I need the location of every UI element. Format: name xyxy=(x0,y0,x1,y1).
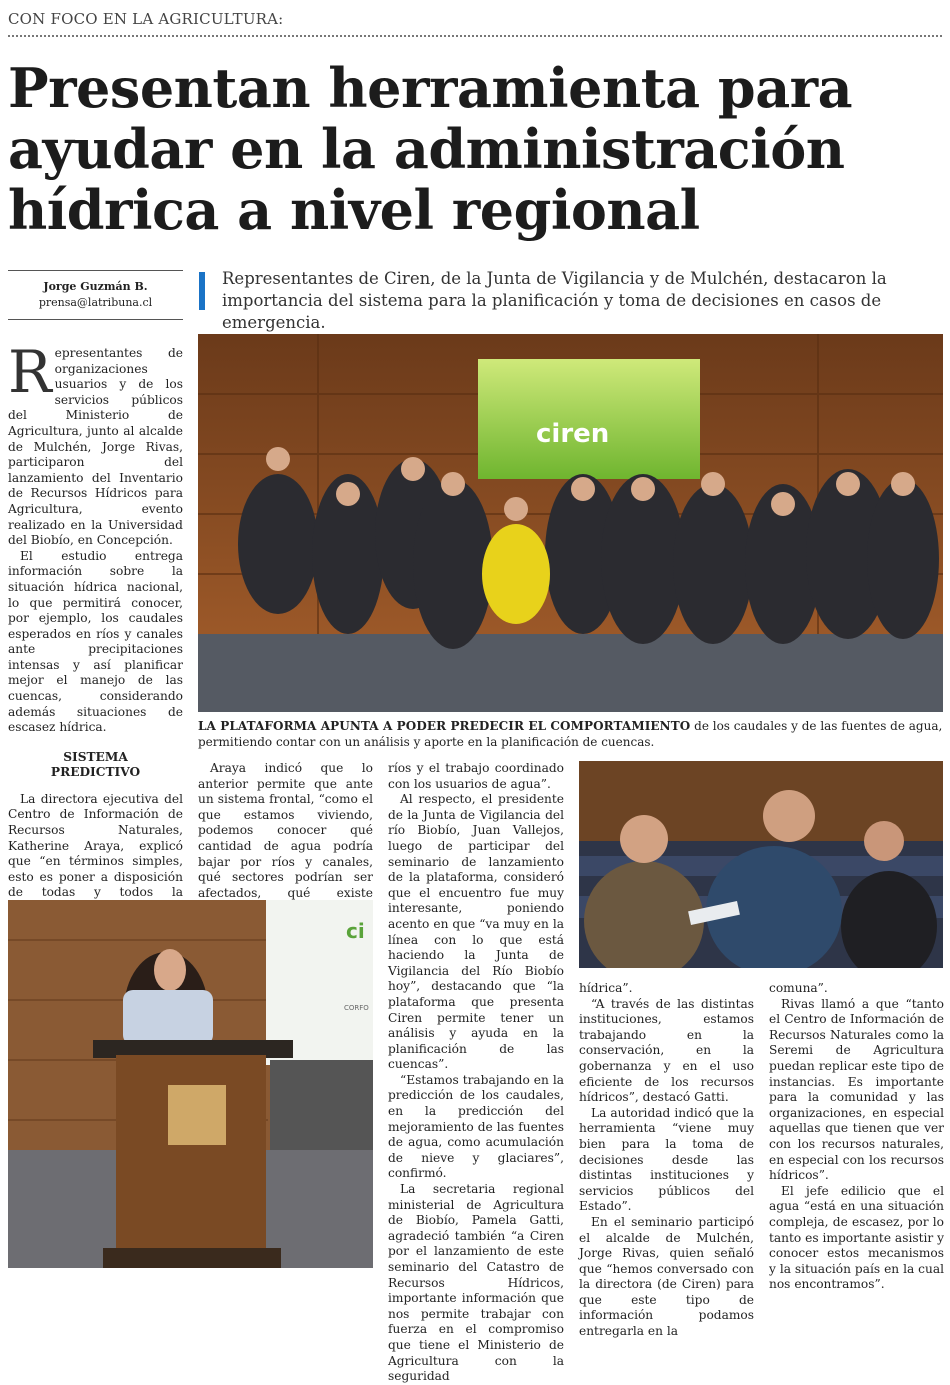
article-headline: Presentan herramienta para ayudar en la administración hídrica a nivel regional xyxy=(8,56,853,242)
speaker-photo-image xyxy=(8,900,373,1268)
author-name: Jorge Guzmán B. xyxy=(43,280,148,293)
speaker-photo xyxy=(8,900,373,1268)
kicker-divider xyxy=(8,35,942,37)
screen-subtitle: CORFO xyxy=(344,1004,369,1012)
byline xyxy=(8,270,183,320)
screen-logo: ciren xyxy=(536,419,610,449)
paragraph: En el seminario participó el alcalde de Mulchén, Jorge Rivas, quien señaló que “hemos conversado con la directora (de Ciren) para que este tipo de información podamos entregarla en la xyxy=(579,1214,754,1339)
screen-logo: ci xyxy=(346,919,365,943)
article-column-4 xyxy=(579,981,754,1340)
paragraph: Araya indicó que lo anterior permite que ante un sistema frontal, “como el que estamos viviendo, podemos conocer qué cantidad de agua podría bajar por ríos y canales, qué sectores podrían ser afectados, qué existe xyxy=(198,761,373,900)
paragraph: comuna”. xyxy=(769,981,828,995)
group-photo-image xyxy=(198,334,943,712)
paragraph: Representantes de organizaciones usuarios y de los servicios públicos del Ministerio de Agricultura, junto al alcalde de Mulchén, Jorge Rivas, participaron del lanzamiento del Inventario de Recursos Hídricos para Agricultura, evento realizado en la Universidad del Biobío, en Concepción. xyxy=(8,338,183,548)
main-photo-group xyxy=(198,334,943,712)
section-kicker: CON FOCO EN LA AGRICULTURA: xyxy=(8,10,284,28)
article-column-1 xyxy=(8,338,183,979)
article-lead: Representantes de Ciren, de la Junta de Vigilancia y de Mulchén, destacaron la importancia del sistema para la planificación y toma de decisiones en casos de emergencia. xyxy=(222,269,887,332)
photo-caption: LA PLATAFORMA APUNTA A PODER PREDECIR EL COMPORTAMIENTO de los caudales y de las fuentes de agua, permitiendo contar con un análisis y aporte en la planificación de cuencas. xyxy=(198,719,943,749)
drop-cap: R xyxy=(8,338,52,406)
lead-accent-bar xyxy=(199,272,205,310)
audience-photo xyxy=(579,761,943,968)
subheading: SISTEMA PREDICTIVO xyxy=(50,749,141,779)
paragraph: hídrica”. xyxy=(579,981,633,995)
audience-photo-image xyxy=(579,761,943,968)
paragraph: ríos y el trabajo coordinado con los usuarios de agua”. xyxy=(388,761,564,791)
paragraph: “Estamos trabajando en la predicción de los caudales, en la predicción del mejoramiento de las fuentes de agua, como acumulación de nieve y glaciares”, confirmó. xyxy=(388,1072,564,1181)
paragraph: El jefe edilicio que el agua “está en una situación compleja, de escasez, por lo tanto es importante asistir y conocer estos mecanismos y la situación país en la cual nos encontramos”. xyxy=(769,1183,944,1292)
paragraph: La directora ejecutiva del Centro de Información de Recursos Naturales, Katherine Araya, explicó que “en términos simples, esto es poner a disposición de todas y todos la xyxy=(8,791,183,900)
paragraph: El estudio entrega información sobre la situación hídrica nacional, lo que permitirá conocer, por ejemplo, los caudales esperados en ríos y canales ante precipitaciones intensas y así planificar mejor el manejo de las cuencas, considerando además situaciones de escasez hídrica. xyxy=(8,548,183,735)
article-column-3 xyxy=(388,761,564,1385)
article-column-5 xyxy=(769,981,944,1293)
author-email[interactable]: prensa@latribuna.cl xyxy=(38,296,153,309)
paragraph: Rivas llamó a que “tanto el Centro de Información de Recursos Naturales como la Seremi de Agricultura puedan replicar este tipo de instancias. Es importante para la comunidad y las organizaciones, en especial aquellas que tienen que ver con los recursos naturales, en especial con los recursos hídricos”. xyxy=(769,996,944,1183)
paragraph: La secretaria regional ministerial de Agricultura de Biobío, Pamela Gatti, agradeció también “a Ciren por el lanzamiento de este seminario del Catastro de Recursos Hídricos, importante información que nos permite trabajar con fuerza en el compromiso que tiene el Ministerio de Agricultura con la seguridad xyxy=(388,1182,564,1384)
paragraph: La autoridad indicó que la herramienta “viene muy bien para la toma de decisiones desde las distintas instituciones y servicios públicos del Estado”. xyxy=(579,1105,754,1214)
paragraph: Al respecto, el presidente de la Junta de Vigilancia del río Biobío, Juan Vallejos, luego de participar del seminario de lanzamiento de la plataforma, consideró que el encuentro fue muy interesante, poniendo acento en que “va muy en la línea con lo que está haciendo la Junta de Vigilancia del Río Biobío hoy”, destacando que “la plataforma que presenta Ciren permite tener un análisis y ayuda en la planificación de las cuencas”. xyxy=(388,792,564,1072)
paragraph: “A través de las distintas instituciones, estamos trabajando en la conservación, en la gobernanza y en el uso eficiente de los recursos hídricos”, destacó Gatti. xyxy=(579,996,754,1105)
